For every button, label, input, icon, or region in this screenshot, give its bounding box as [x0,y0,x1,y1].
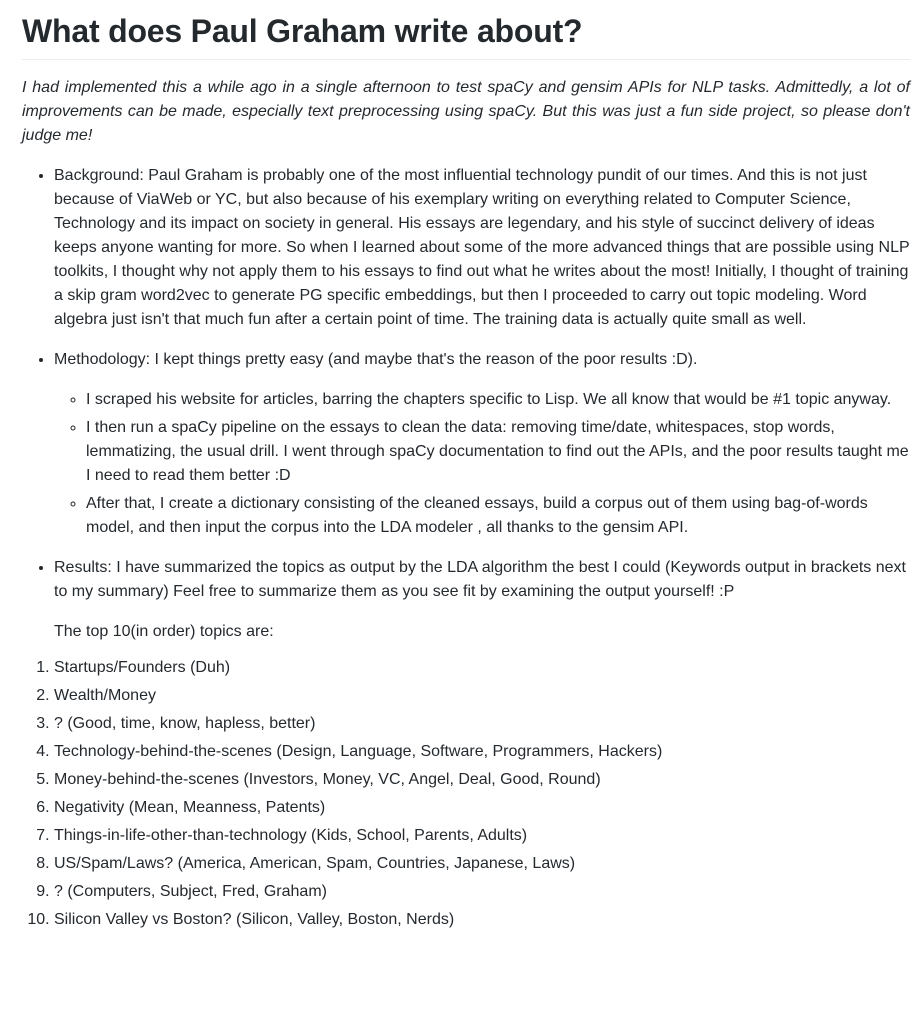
topics-list [22,656,910,932]
methodology-step: ◦ I scraped his website for articles, barring the chapters specific to Lisp. We all know that would be #1 topic anyway. [86,388,910,412]
background-item [54,164,910,332]
results-item [54,556,910,644]
results-lead: The top 10(in order) topics are: [54,623,274,640]
page-title: What does Paul Graham write about? [22,13,583,49]
methodology-item [54,348,910,540]
topic-item: 9. ? (Computers, Subject, Fred, Graham) [54,880,910,904]
title-divider [22,59,910,60]
sections-list [22,164,910,644]
methodology-text: Methodology: I kept things pretty easy (and maybe that's the reason of the poor results :D). [54,351,698,368]
intro-paragraph: I had implemented this a while ago in a single afternoon to test spaCy and gensim APIs for NLP tasks. Admittedly, a lot of improvements can be made, especially text preprocessing using spaCy. But this was just a fun side project, so please don't judge me! [22,79,910,144]
topic-item: 3. ? (Good, time, know, hapless, better) [54,712,910,736]
background-text: Background: Paul Graham is probably one of the most influential technology pundit of our times. And this is not just because of ViaWeb or YC, but also because of his exemplary writing on everything related to Computer Science, Technology and its impact on society in general. His essays are legendary, and his style of succinct delivery of ideas keeps anyone wanting for more. So when I learned about some of the more advanced things that are possible using NLP toolkits, I thought why not apply them to his essays to find out what he writes about the most! Initially, I thought of training a skip gram word2vec to generate PG specific embeddings, but then I proceeded to carry out topic modeling. Word algebra just isn't that much fun after a certain point of time. The training data is actually quite small as well. [54,167,910,328]
topic-item: 6. Negativity (Mean, Meanness, Patents) [54,796,910,820]
topic-item: 7. Things-in-life-other-than-technology (Kids, School, Parents, Adults) [54,824,910,848]
topic-item: 5. Money-behind-the-scenes (Investors, Money, VC, Angel, Deal, Good, Round) [54,768,910,792]
methodology-step: ◦ I then run a spaCy pipeline on the essays to clean the data: removing time/date, whitespaces, stop words, lemmatizing, the usual drill. I went through spaCy documentation to find out the APIs, and the poor results taught me I need to read them better :D [86,416,910,488]
topic-item: 2. Wealth/Money [54,684,910,708]
topic-item: 8. US/Spam/Laws? (America, American, Spam, Countries, Japanese, Laws) [54,852,910,876]
topic-item: 10. Silicon Valley vs Boston? (Silicon, Valley, Boston, Nerds) [54,908,910,932]
results-text: • Results: I have summarized the topics as output by the LDA algorithm the best I could (Keywords output in brackets next to my summary) Feel free to summarize them as you see fit by examining the output yourself! :P [54,559,906,600]
methodology-step: ◦ After that, I create a dictionary consisting of the cleaned essays, build a corpus out of them using bag-of-words model, and then input the corpus into the LDA modeler , all thanks to the gensim API. [86,492,910,540]
methodology-steps [54,388,910,540]
topic-item: 4. Technology-behind-the-scenes (Design, Language, Software, Programmers, Hackers) [54,740,910,764]
topic-item: 1. Startups/Founders (Duh) [54,656,910,680]
